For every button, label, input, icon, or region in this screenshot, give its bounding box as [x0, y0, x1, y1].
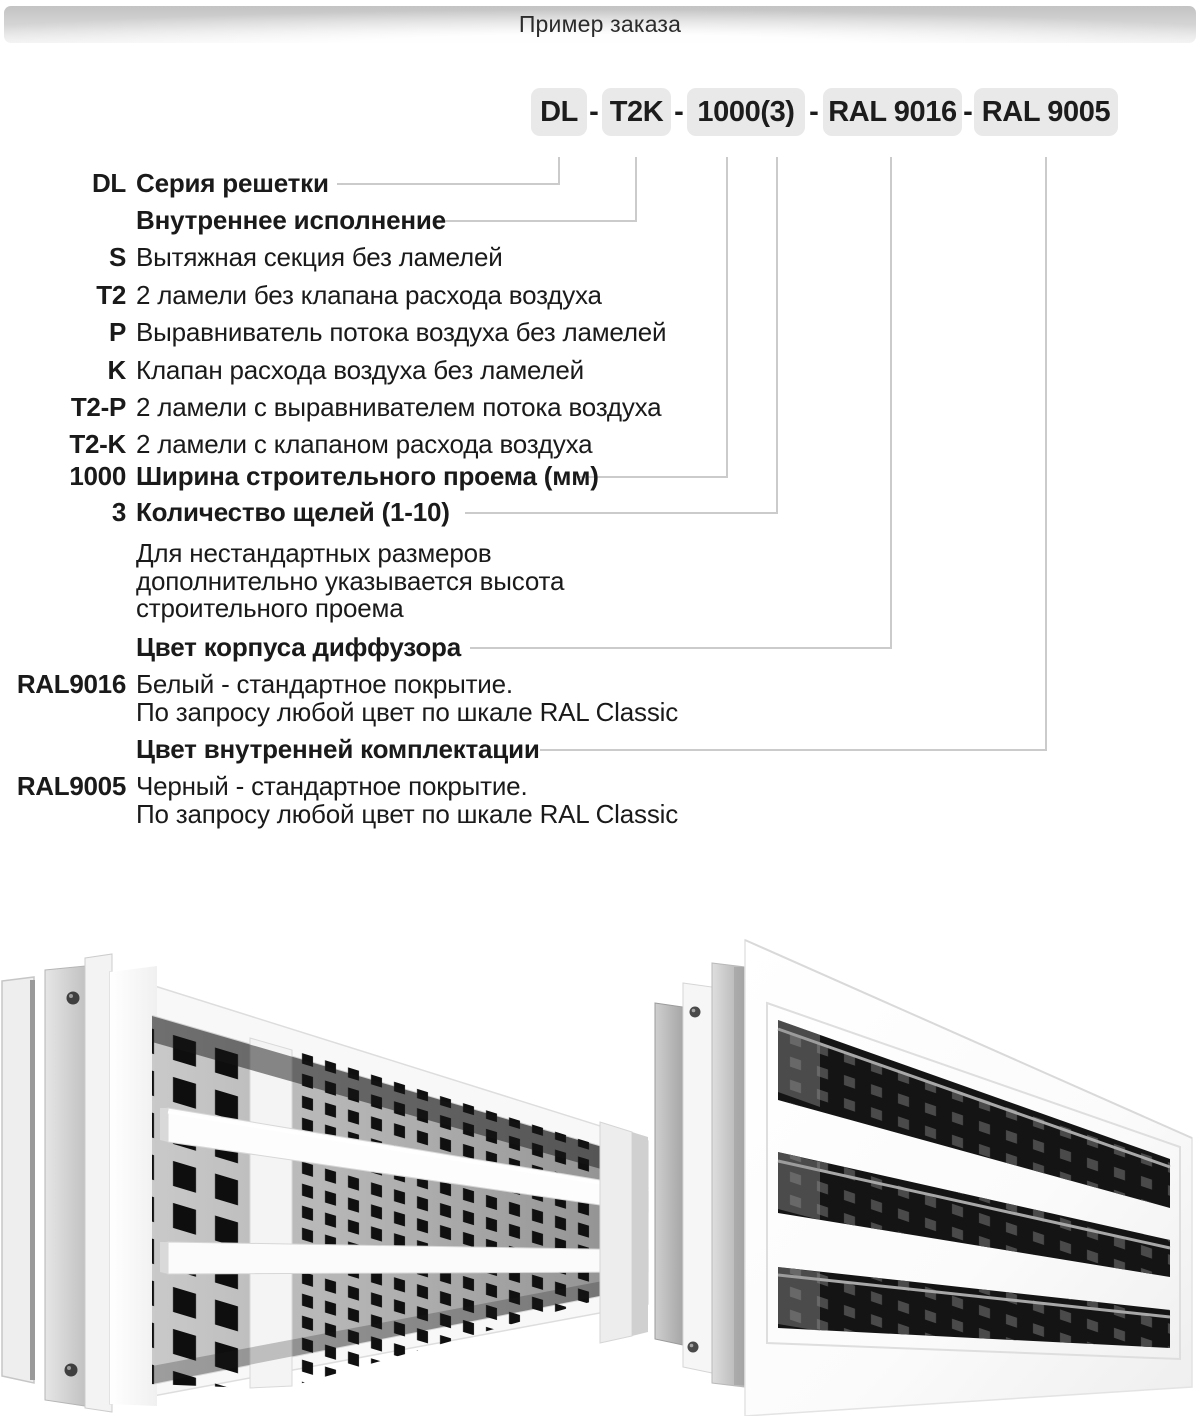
code-separator: -: [809, 95, 819, 128]
legend-code: P: [108, 317, 126, 347]
page-title: Пример заказа: [518, 11, 682, 37]
legend-label: 2 ламели с клапаном расхода воздуха: [136, 429, 593, 459]
legend-code: T2-P: [70, 392, 126, 422]
legend-label: Количество щелей (1-10): [136, 497, 450, 527]
legend-code: K: [107, 355, 126, 385]
code-segment-series: DL: [531, 88, 587, 136]
legend-code: T2-K: [69, 429, 126, 459]
legend-label: дополнительно указывается высота: [136, 566, 565, 596]
legend-row: [0, 671, 513, 698]
legend-label: 2 ламели без клапана расхода воздуха: [136, 280, 602, 310]
legend-code: DL: [91, 168, 126, 198]
diffuser-photo-left: [0, 936, 650, 1416]
legend-code: T2: [96, 280, 126, 310]
legend-label: Для нестандартных размеров: [136, 538, 492, 568]
legend-label: По запросу любой цвет по шкале RAL Classic: [136, 697, 678, 727]
legend-label: 2 ламели с выравнивателем потока воздуха: [136, 392, 662, 422]
legend-code: S: [108, 242, 126, 272]
legend-row: [0, 319, 666, 346]
legend-label: По запросу любой цвет по шкале RAL Classic: [136, 799, 678, 829]
legend-row: [0, 394, 661, 421]
legend-row: [0, 207, 446, 234]
right-diffuser-mounting-box: [655, 963, 745, 1387]
code-separator: -: [674, 95, 684, 128]
code-segment-width-slots: 1000(3): [687, 88, 805, 136]
legend-label: Цвет корпуса диффузора: [136, 632, 461, 662]
code-segment-body-color: RAL 9016: [823, 88, 962, 136]
legend-row: [0, 595, 404, 622]
legend-row: [0, 499, 450, 526]
legend-row: [0, 634, 461, 661]
legend-row: [0, 170, 329, 197]
header-bar: [4, 6, 1196, 43]
legend-row: [0, 244, 503, 271]
legend-label: Цвет внутренней комплектации: [136, 734, 540, 764]
diffuser-photo-right: [650, 935, 1200, 1416]
legend-row: [0, 568, 564, 595]
legend-row: [0, 463, 599, 490]
legend-row: [0, 801, 678, 828]
legend-label: строительного проема: [136, 593, 404, 623]
legend-row: [0, 699, 678, 726]
legend-row: [0, 357, 584, 384]
left-diffuser-far-end: [600, 1122, 648, 1343]
legend-code: RAL9016: [16, 669, 126, 699]
legend-row: [0, 773, 527, 800]
legend-row: [0, 736, 540, 763]
code-segment-internal: T2K: [602, 88, 671, 136]
legend-label: Белый - стандартное покрытие.: [136, 669, 513, 699]
legend-label: Внутреннее исполнение: [136, 205, 446, 235]
legend-row: [0, 431, 592, 458]
legend-label: Вытяжная секция без ламелей: [136, 242, 503, 272]
legend-code: RAL9005: [16, 771, 126, 801]
code-separator: -: [589, 95, 599, 128]
legend-label: Черный - стандартное покрытие.: [136, 771, 528, 801]
legend-row: [0, 282, 602, 309]
code-separator: -: [963, 95, 973, 128]
legend-row: [0, 540, 491, 567]
legend-label: Серия решетки: [136, 168, 329, 198]
left-diffuser-mounting-bracket: [2, 954, 112, 1412]
legend-label: Клапан расхода воздуха без ламелей: [136, 355, 584, 385]
legend-label: Ширина строительного проема (мм): [136, 461, 599, 491]
legend-label: Выравниватель потока воздуха без ламелей: [136, 317, 667, 347]
legend-code: 1000: [69, 461, 126, 491]
legend-code: 3: [111, 497, 126, 527]
code-segment-inner-color: RAL 9005: [974, 88, 1118, 136]
